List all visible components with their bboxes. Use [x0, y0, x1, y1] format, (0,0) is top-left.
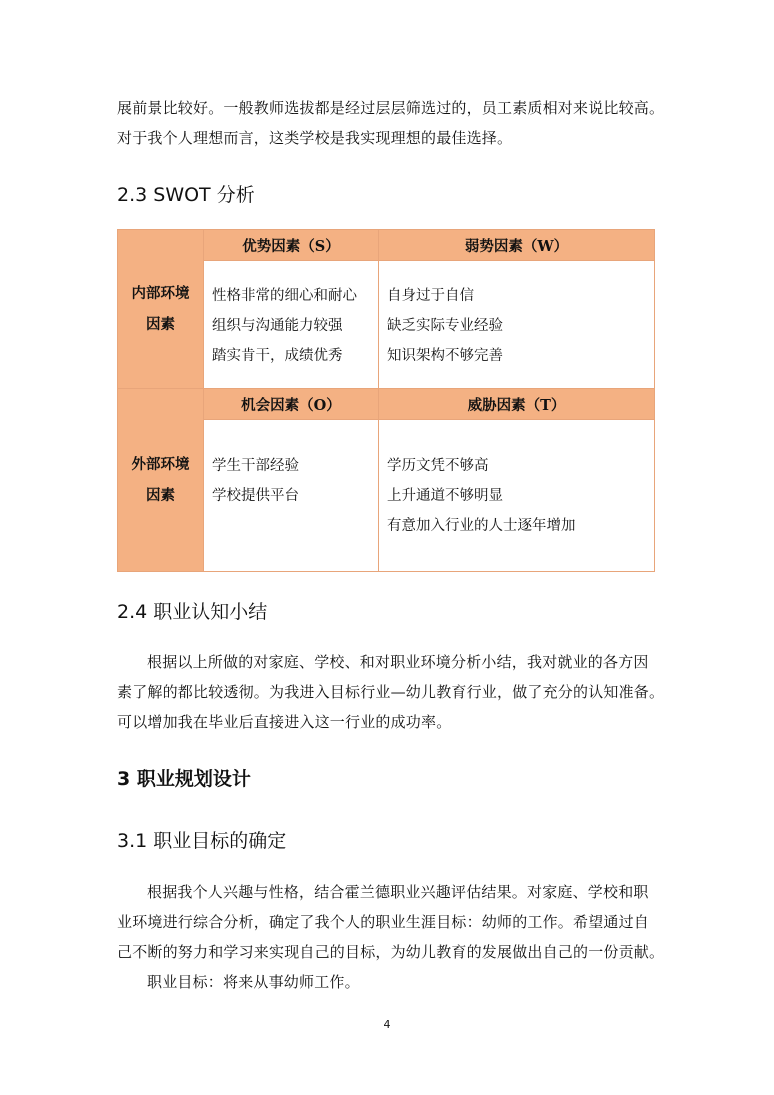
- swot-table: [117, 229, 655, 572]
- paragraph-line: 对于我个人理想而言，这类学校是我实现理想的最佳选择。: [117, 129, 513, 147]
- opportunities-header: 机会因素（O）: [204, 389, 379, 420]
- section-heading-3-1: 3.1 职业目标的确定: [117, 830, 287, 852]
- paragraph-line: 业环境进行综合分析，确定了我个人的职业生涯目标：幼师的工作。希望通过自: [117, 913, 650, 931]
- weakness-item: 缺乏实际专业经验: [387, 318, 503, 334]
- threats-cell: [379, 420, 655, 572]
- weakness-item: 知识架构不够完善: [387, 348, 503, 364]
- paragraph-line: 根据我个人兴趣与性格，结合霍兰德职业兴趣评估结果。对家庭、学校和职: [147, 883, 649, 901]
- intro-paragraph: [117, 93, 665, 153]
- opportunity-item: 学生干部经验: [212, 458, 299, 474]
- external-factors-label: 外部环境因素: [118, 389, 204, 572]
- threat-item: 上升通道不够明显: [387, 488, 503, 504]
- career-goal-statement: 职业目标：将来从事幼师工作。: [147, 973, 360, 991]
- section-heading-2-4: 2.4 职业认知小结: [117, 601, 268, 623]
- paragraph-line: 可以增加我在毕业后直接进入这一行业的成功率。: [117, 713, 452, 731]
- internal-factors-label: 内部环境因素: [118, 230, 204, 389]
- strength-item: 踏实肯干，成绩优秀: [212, 348, 343, 364]
- strengths-header: 优势因素（S）: [204, 230, 379, 261]
- career-goal-paragraph: [117, 877, 665, 997]
- page-number: 4: [383, 1018, 391, 1031]
- weaknesses-header: 弱势因素（W）: [379, 230, 655, 261]
- section-heading-2-3: 2.3 SWOT 分析: [117, 184, 255, 206]
- paragraph-line: 素了解的都比较透彻。为我进入目标行业—幼儿教育行业，做了充分的认知准备。: [117, 683, 665, 701]
- weaknesses-cell: [379, 261, 655, 389]
- opportunities-cell: [204, 420, 379, 572]
- threat-item: 有意加入行业的人士逐年增加: [387, 518, 576, 534]
- strength-item: 性格非常的细心和耐心: [212, 288, 357, 304]
- paragraph-line: 己不断的努力和学习来实现自己的目标，为幼儿教育的发展做出自己的一份贡献。: [117, 943, 665, 961]
- section-heading-3: 3 职业规划设计: [117, 768, 251, 790]
- threat-item: 学历文凭不够高: [387, 458, 489, 474]
- paragraph-line: 根据以上所做的对家庭、学校、和对职业环境分析小结，我对就业的各方因: [147, 653, 649, 671]
- threats-header: 威胁因素（T）: [379, 389, 655, 420]
- paragraph-line: 展前景比较好。一般教师选拔都是经过层层筛选过的，员工素质相对来说比较高。: [117, 99, 665, 117]
- opportunity-item: 学校提供平台: [212, 488, 299, 504]
- summary-paragraph: [117, 647, 665, 737]
- weakness-item: 自身过于自信: [387, 288, 474, 304]
- strengths-cell: [204, 261, 379, 389]
- strength-item: 组织与沟通能力较强: [212, 318, 343, 334]
